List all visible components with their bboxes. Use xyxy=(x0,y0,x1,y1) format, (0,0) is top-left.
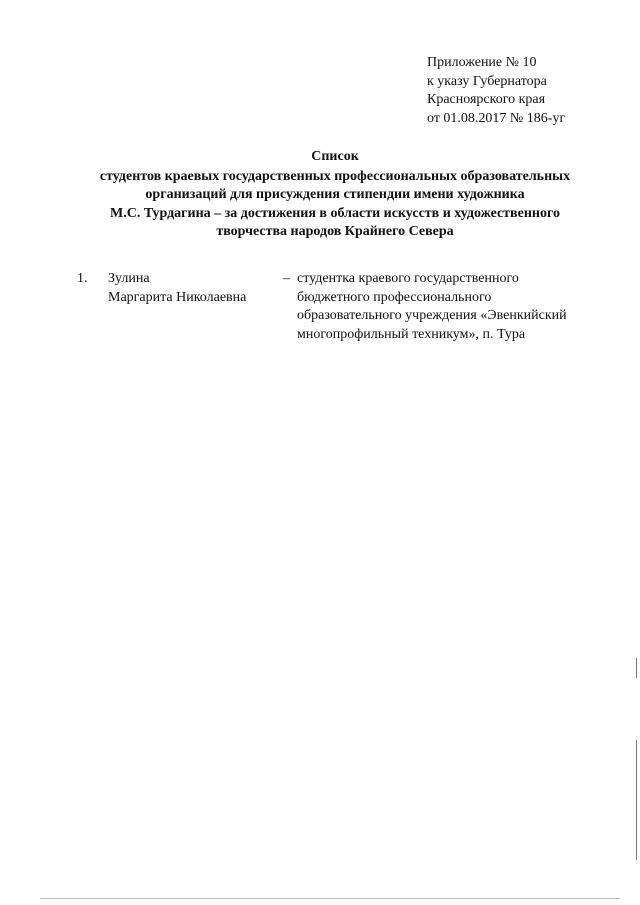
student-name xyxy=(108,270,283,307)
description-line: студентка краевого государственного xyxy=(297,271,519,286)
appendix-reference xyxy=(427,54,627,128)
description-line: бюджетного профессионального xyxy=(297,289,492,305)
title-line: организаций для присуждения стипендии имени художника xyxy=(145,187,525,202)
description-line: образовательного учреждения «Эвенкийский xyxy=(297,308,567,323)
document-title-block xyxy=(60,148,610,242)
appendix-line: к указу Губернатора xyxy=(427,73,547,89)
description-line: многопрофильный техникум», п. Тура xyxy=(297,326,526,342)
appendix-line: Приложение № 10 xyxy=(427,55,537,70)
title-line: М.С. Турдагина – за достижения в области искусств и художественного xyxy=(110,205,560,221)
student-description xyxy=(297,270,597,344)
scan-edge-line xyxy=(40,898,620,899)
document-title: Список xyxy=(311,149,359,164)
student-name-line: Маргарита Николаевна xyxy=(108,289,247,305)
scan-artifact xyxy=(636,658,637,678)
title-line: творчества народов Крайнего Севера xyxy=(216,224,454,239)
student-name-line: Зулина xyxy=(108,271,150,286)
separator-dash: – xyxy=(283,271,290,286)
appendix-line: от 01.08.2017 № 186-уг xyxy=(427,110,566,126)
list-item-number: 1. xyxy=(77,271,88,286)
title-line: студентов краевых государственных профессиональных образовательных xyxy=(99,168,571,184)
appendix-line: Красноярского края xyxy=(427,92,546,107)
scan-artifact xyxy=(636,740,637,860)
